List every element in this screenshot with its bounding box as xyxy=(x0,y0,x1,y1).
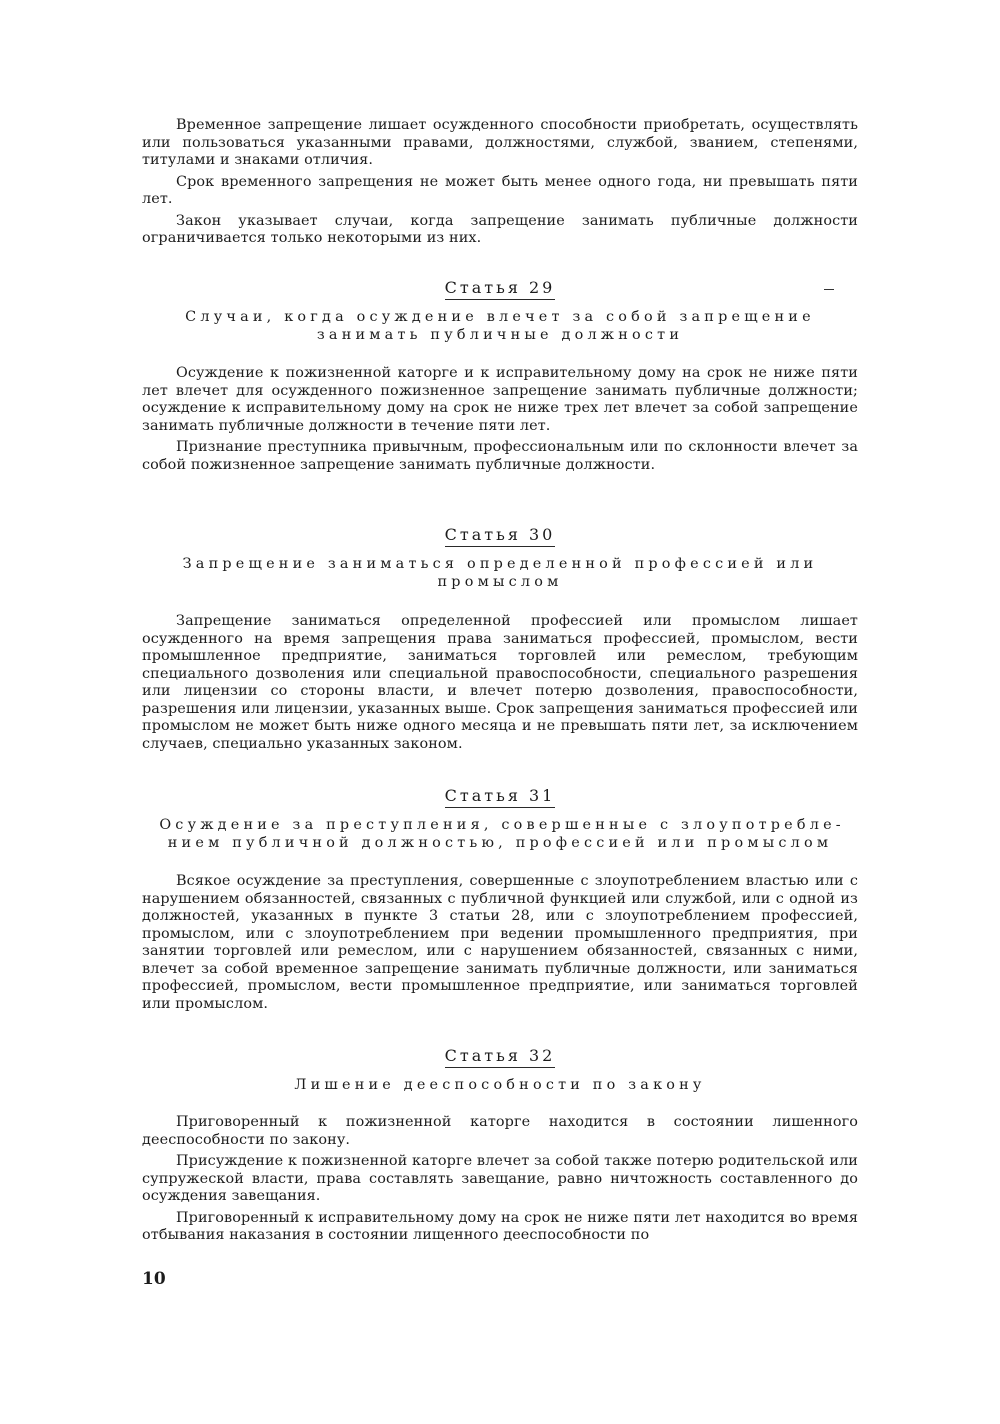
article-title: Запрещение заниматься определенной профессией или промыслом xyxy=(182,556,818,590)
paragraph: Приговоренный к исправительному дому на срок не ниже пяти лет находится во время отбывания наказания в состоянии лищенного дееспособности по xyxy=(142,1209,858,1243)
article-title: Лишение дееспособности по закону xyxy=(294,1077,706,1093)
article-31-text xyxy=(142,873,858,1017)
paragraph: Закон указывает случаи, когда запрещение занимать публичные должности ограничивается только некоторыми из них. xyxy=(142,212,858,246)
paragraph: Всякое осуждение за преступления, совершенные с злоупотреблением властью или с нарушением обязанностей, связанных с публичной функцией или службой, или с одной из должностей, указанных в пункте 3 статьи 28, или с злоупотреблением профессией, промыслом, или с злоупотреблением при ведении промышленного предприятия, при занятии торговлей или ремеслом, или с нарушением обязанностей, связанных с ними, влечет за собой временное запрещение занимать публичные должности, или заниматься профессией, промыслом, вести промышленное предприятие, или заниматься торговлей или промыслом. xyxy=(142,873,858,1012)
page-number: 10 xyxy=(142,1269,166,1289)
paragraph: Осуждение к пожизненной каторге и к исправительному дому на срок не ниже пяти лет влечет для осужденного пожизненное запрещение занимать публичные должности; осуждение к исправительному дому на срок не ниже трех лет влечет за собой запрещение занимать публичные должности в течение пяти лет. xyxy=(142,365,858,434)
intro-text xyxy=(142,117,858,252)
article-title: Случаи, когда осуждение влечет за собой запрещение занимать публичные должности xyxy=(185,309,815,343)
article-30-text xyxy=(142,613,858,757)
paragraph: Запрещение заниматься определенной профессией или промыслом лишает осужденного на время запрещения права заниматься профессией, промыслом, вести промышленное предприятие, заниматься торговлей или ремеслом, требующим специального дозволения или специальной правоспособности, специального разрешения или лицензии со стороны власти, и влечет потерю дозволения, правоспособности, разрешения или лицензии, указанных выше. Срок запрещения заниматься профессией или промыслом не может быть ниже одного месяца и не превышать пяти лет, за исключением случаев, специально указанных законом. xyxy=(142,613,858,752)
stray-mark xyxy=(824,289,834,290)
paragraph: Присуждение к пожизненной каторге влечет за собой также потерю родительской или супружеской власти, права составлять завещание, равно ничтожность составленного до осуждения завещания. xyxy=(142,1153,858,1204)
article-number: Статья 32 xyxy=(445,1046,556,1068)
paragraph: Временное запрещение лишает осужденного способности приобретать, осуществлять или пользоваться указанными правами, должностями, службой, званием, степенями, титулами и знаками отличия. xyxy=(142,117,858,168)
article-30-heading xyxy=(142,525,858,591)
paragraph: Приговоренный к пожизненной каторге находится в состоянии лишенного дееспособности по закону. xyxy=(142,1114,858,1148)
article-31-heading xyxy=(142,786,858,852)
article-number: Статья 31 xyxy=(445,786,556,808)
article-title: Осуждение за преступления, совершенные с злоупотреблением публичной должностью, профессией или промыслом xyxy=(159,817,841,851)
article-29-heading xyxy=(142,278,858,344)
article-number: Статья 29 xyxy=(445,278,556,300)
article-number: Статья 30 xyxy=(445,525,556,547)
article-32-heading xyxy=(142,1046,858,1094)
article-32-text xyxy=(142,1114,858,1249)
paragraph: Срок временного запрещения не может быть менее одного года, ни превышать пяти лет. xyxy=(142,173,858,207)
article-29-text xyxy=(142,365,858,478)
paragraph: Признание преступника привычным, профессиональным или по склонности влечет за собой пожизненное запрещение занимать публичные должности. xyxy=(142,439,858,473)
